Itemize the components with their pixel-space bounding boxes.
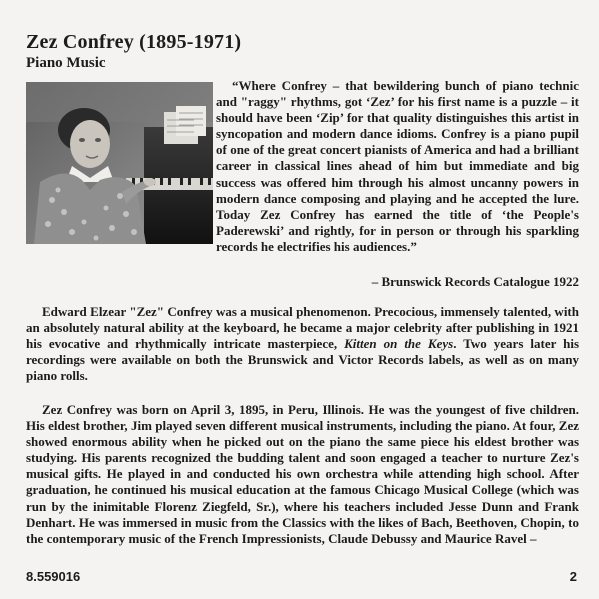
body-paragraph-2: Zez Confrey was born on April 3, 1895, in Peru, Illinois. He was the youngest of five children. His eldest brother, Jim played seven different musical instruments, including the piano. At four, Zez showed enormous ability when he picked out on the piano the same piece his eldest brother was studying. His parents recognized the budding talent and soon engaged a teacher to nurture Zez's musical gifts. He played in and conducted his own orchestra while attending high school. After graduation, he continued his musical education at the famous Chicago Musical College (which was run by the inimitable Florenz Ziegfeld, Sr.), where his teachers included Jesse Dunn and Frank Denhart. He was immersed in music from the Classics with the likes of Bach, Beethoven, Chopin, to the contemporary music of the French Impressionists, Claude Debussy and Maurice Ravel – xyxy=(26,402,579,546)
page-subtitle: Piano Music xyxy=(26,55,106,71)
quote-attribution: – Brunswick Records Catalogue 1922 xyxy=(371,274,579,289)
portrait-photo xyxy=(26,82,213,244)
page-number: 2 xyxy=(569,569,577,584)
catalog-number: 8.559016 xyxy=(26,569,81,584)
quote-text: “Where Confrey – that bewildering bunch of piano technic and "raggy" rhythms, got ‘Zez’ for his first name is a puzzle – it should have been ‘Zip’ for that quality distinguishes this artist in syncopation and modern dance idioms. Confrey is a piano pupil of one of the great concert pianists of America and had a brilliant career in classical lines ahead of him but immediate and big success was offered him through his almost uncanny powers in modern dance composing and playing and he accepted the lure. Today Zez Confrey has earned the title of ‘the People's Paderewski’ and rightly, for in person or through his sparkling records he electrifies his audiences.” xyxy=(216,78,579,254)
body-paragraph-1: Edward Elzear "Zez" Confrey was a musical phenomenon. Precocious, immensely talented, with an absolutely natural ability at the keyboard, he became a major celebrity after publishing in 1921 his evocative and rhythmically intricate masterpiece, Kitten on the Keys. Two years later his recordings were available on both the Brunswick and Victor Records labels, as well as on many piano rolls. xyxy=(26,304,580,384)
page-title: Zez Confrey (1895-1971) xyxy=(26,31,242,53)
portrait-photo-image xyxy=(26,82,213,244)
work-title: Kitten on the Keys xyxy=(344,336,454,352)
